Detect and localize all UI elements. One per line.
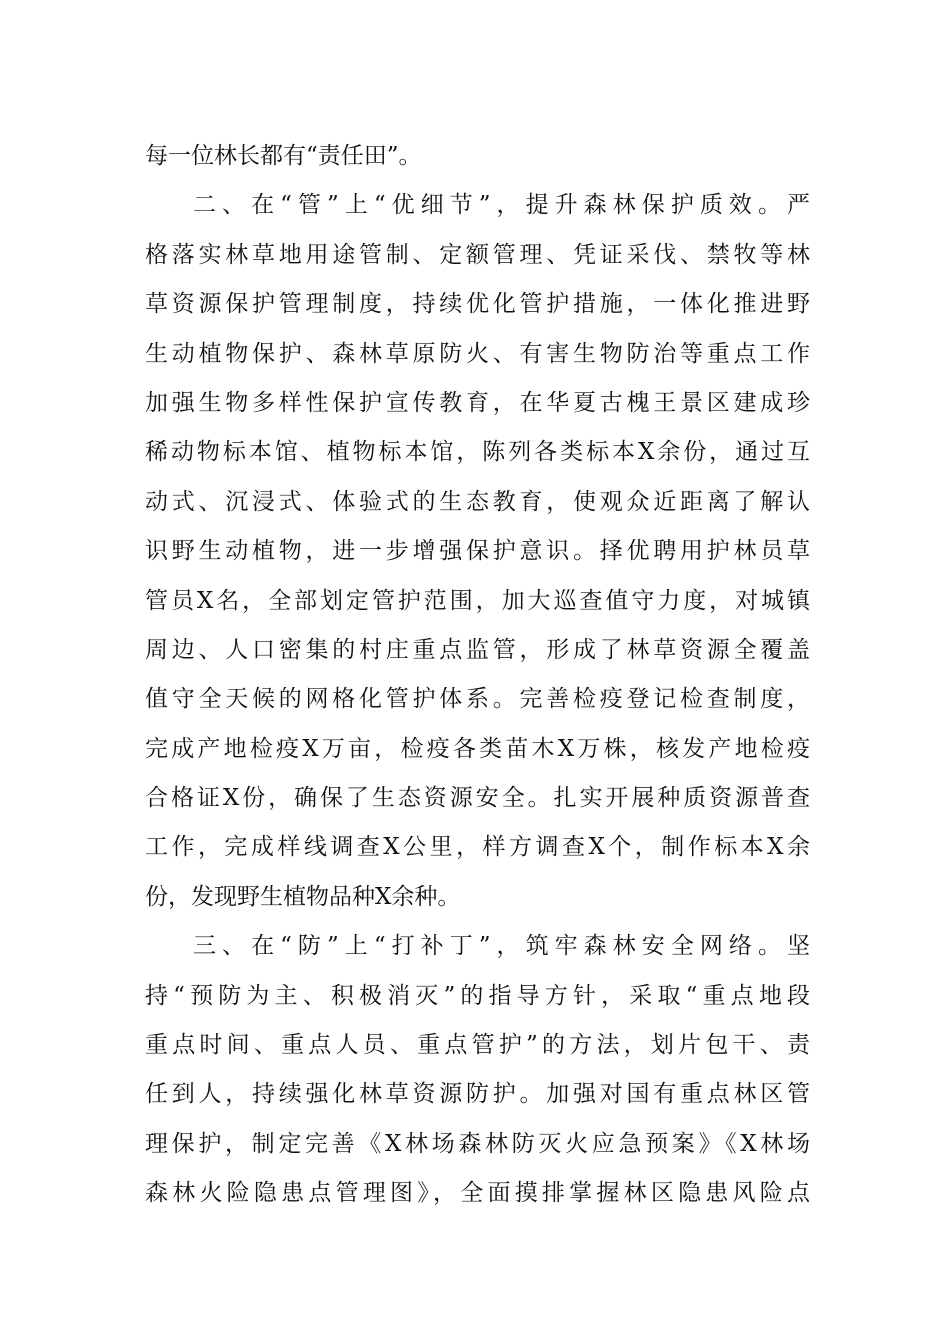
text-line: 份，发现野生植物品种X余种。 [145,883,461,910]
paragraph-2-heading-line: 二、在“管”上“优细节”，提升森林保护质效。严 [193,192,810,219]
text-line: 森林火险隐患点管理图》，全面摸排掌握林区隐患风险点 [145,1180,810,1207]
text-line: 格落实林草地用途管制、定额管理、凭证采伐、禁牧等林 [145,241,810,268]
text-line: 重点时间、重点人员、重点管护”的方法，划片包干、责 [145,1032,810,1059]
text-line: 理保护，制定完善《X林场森林防灭火应急预案》《X林场 [145,1130,810,1157]
text-line: 动式、沉浸式、体验式的生态教育，使观众近距离了解认 [145,488,810,515]
text-line: 识野生动植物，进一步增强保护意识。择优聘用护林员草 [145,538,810,565]
text-line: 管员X名，全部划定管护范围，加大巡查值守力度，对城镇 [145,587,810,614]
text-line: 值守全天候的网格化管护体系。完善检疫登记检查制度， [145,686,810,713]
text-line: 草资源保护管理制度，持续优化管护措施，一体化推进野 [145,291,810,318]
document-body [145,132,810,1219]
text-line: 任到人，持续强化林草资源防护。加强对国有重点林区管 [145,1081,810,1108]
paragraph-3-heading-line: 三、在“防”上“打补丁”，筑牢森林安全网络。坚 [193,933,810,960]
text-line: 合格证X份，确保了生态资源安全。扎实开展种质资源普查 [145,785,810,812]
text-line: 生动植物保护、森林草原防火、有害生物防治等重点工作 [145,340,810,367]
text-line: 周边、人口密集的村庄重点监管，形成了林草资源全覆盖 [145,636,810,663]
text-line: 加强生物多样性保护宣传教育，在华夏古槐王景区建成珍 [145,389,810,416]
text-line: 持“预防为主、积极消灭”的指导方针，采取“重点地段 [145,982,810,1009]
text-line: 稀动物标本馆、植物标本馆，陈列各类标本X余份，通过互 [145,439,810,466]
text-line: 每一位林长都有“责任田”。 [145,143,422,169]
text-line: 工作，完成样线调查X公里，样方调查X个，制作标本X余 [145,834,810,861]
text-line: 完成产地检疫X万亩，检疫各类苗木X万株，核发产地检疫 [145,735,810,762]
